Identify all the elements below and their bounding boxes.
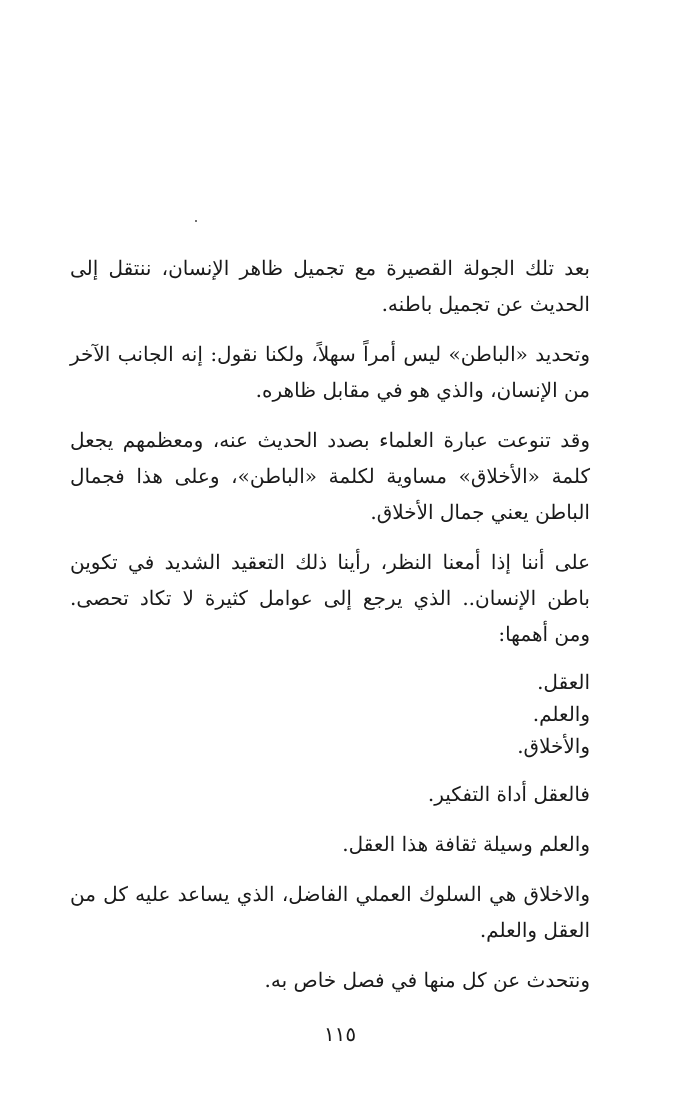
list-item: والعلم. bbox=[532, 702, 590, 726]
paragraph: والاخلاق هي السلوك العملي الفاضل، الذي يساعد عليه كل من العقل والعلم. bbox=[70, 882, 590, 942]
paragraph: ونتحدث عن كل منها في فصل خاص به. bbox=[264, 968, 590, 992]
paragraph: والعلم وسيلة ثقافة هذا العقل. bbox=[342, 832, 590, 856]
list-item: العقل. bbox=[537, 670, 590, 694]
paragraph: بعد تلك الجولة القصيرة مع تجميل ظاهر الإنسان، ننتقل إلى الحديث عن تجميل باطنه. bbox=[70, 256, 590, 316]
ink-speck bbox=[195, 220, 197, 222]
paragraph: وتحديد «الباطن» ليس أمراً سهلاً، ولكنا نقول: إنه الجانب الآخر من الإنسان، والذي هو في مقابل ظاهره. bbox=[70, 342, 590, 402]
page-number: ١١٥ bbox=[323, 1022, 357, 1046]
factors-list bbox=[70, 666, 590, 762]
paragraph: على أننا إذا أمعنا النظر، رأينا ذلك التعقيد الشديد في تكوين باطن الإنسان.. الذي يرجع إلى عوامل كثيرة لا تكاد تحصى. ومن أهمها: bbox=[70, 550, 590, 646]
body-text bbox=[70, 250, 590, 1012]
paragraph: وقد تنوعت عبارة العلماء بصدد الحديث عنه، ومعظمهم يجعل كلمة «الأخلاق» مساوية لكلمة «الباطن»، وعلى هذا فجمال الباطن يعني جمال الأخلاق. bbox=[70, 428, 590, 524]
paragraph: فالعقل أداة التفكير. bbox=[427, 782, 590, 806]
list-item: والأخلاق. bbox=[517, 734, 590, 758]
